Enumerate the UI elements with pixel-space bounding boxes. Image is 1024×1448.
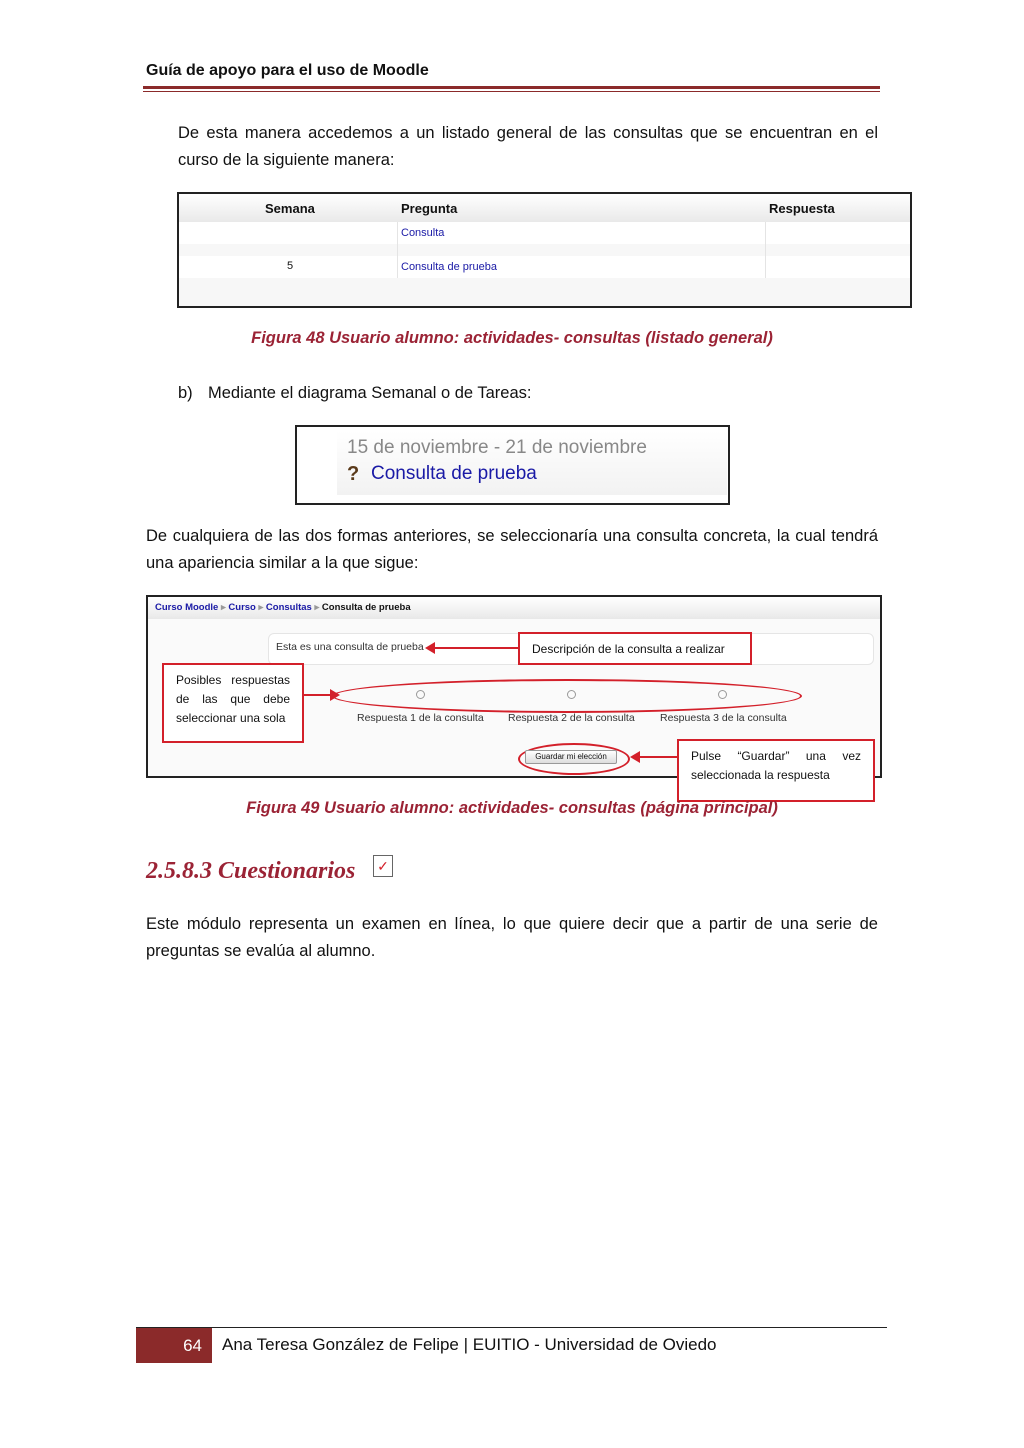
consulta-description: Esta es una consulta de prueba <box>276 641 424 653</box>
running-header: Guía de apoyo para el uso de Moodle <box>146 62 429 79</box>
breadcrumb: Curso Moodle ▸ Curso ▸ Consultas ▸ Consulta de prueba <box>148 597 880 619</box>
arrow-left <box>638 756 680 758</box>
option-radio[interactable] <box>718 690 727 699</box>
callout-options: Posibles respuestas de las que debe seleccionar una sola <box>162 663 304 743</box>
arrow-left <box>433 647 519 649</box>
col-pregunta: Pregunta <box>401 201 458 216</box>
consulta-link[interactable]: Consulta de prueba <box>371 463 537 484</box>
paragraph-2: De cualquiera de las dos formas anteriores, se seleccionaría una consulta concreta, la cual tendrá una apariencia similar a la que sigue: <box>146 527 878 572</box>
figure-49-caption: Figura 49 Usuario alumno: actividades- consultas (página principal) <box>246 799 778 817</box>
option-radio[interactable] <box>567 690 576 699</box>
breadcrumb-item[interactable]: Consultas <box>265 602 312 613</box>
breadcrumb-current: Consulta de prueba <box>321 602 411 613</box>
table-row-link[interactable]: Consulta <box>401 227 445 239</box>
option-label: Respuesta 2 de la consulta <box>508 712 635 724</box>
option-radio[interactable] <box>416 690 425 699</box>
section-heading: 2.5.8.3 Cuestionarios <box>146 858 356 884</box>
header-rule <box>143 86 880 89</box>
week-range: 15 de noviembre - 21 de noviembre <box>347 437 647 458</box>
col-semana: Semana <box>265 201 315 216</box>
page-number: 64 <box>136 1328 212 1363</box>
footer-rule <box>136 1327 887 1328</box>
quiz-icon: ✓ <box>373 855 393 877</box>
question-icon: ? <box>347 463 360 485</box>
table-row-link[interactable]: Consulta de prueba <box>401 261 498 273</box>
footer-text: Ana Teresa González de Felipe | EUITIO - Universidad de Oviedo <box>222 1335 717 1354</box>
breadcrumb-item[interactable]: Curso <box>228 602 256 613</box>
figure-48-caption: Figura 48 Usuario alumno: actividades- consultas (listado general) <box>251 329 773 347</box>
save-choice-button[interactable]: Guardar mi elección <box>525 750 617 764</box>
arrow-right <box>304 694 332 696</box>
header-rule-thin <box>143 91 880 92</box>
callout-description: Descripción de la consulta a realizar <box>518 632 752 665</box>
breadcrumb-item[interactable]: Curso Moodle <box>155 602 219 613</box>
figure-48-table <box>177 192 912 308</box>
paragraph-3: Este módulo representa un examen en línea, lo que quiere decir que a partir de una serie de preguntas se evalúa al alumno. <box>146 915 878 960</box>
option-label: Respuesta 3 de la consulta <box>660 712 787 724</box>
col-respuesta: Respuesta <box>769 201 835 216</box>
callout-save: Pulse “Guardar” una vez seleccionada la respuesta <box>677 739 875 802</box>
list-item-b: Mediante el diagrama Semanal o de Tareas: <box>208 384 532 402</box>
list-marker-b: b) <box>178 384 193 402</box>
intro-paragraph: De esta manera accedemos a un listado general de las consultas que se encuentran en el curso de la siguiente manera: <box>178 124 878 169</box>
weekly-diagram <box>295 425 730 505</box>
option-label: Respuesta 1 de la consulta <box>357 712 484 724</box>
table-cell-semana: 5 <box>287 260 294 272</box>
